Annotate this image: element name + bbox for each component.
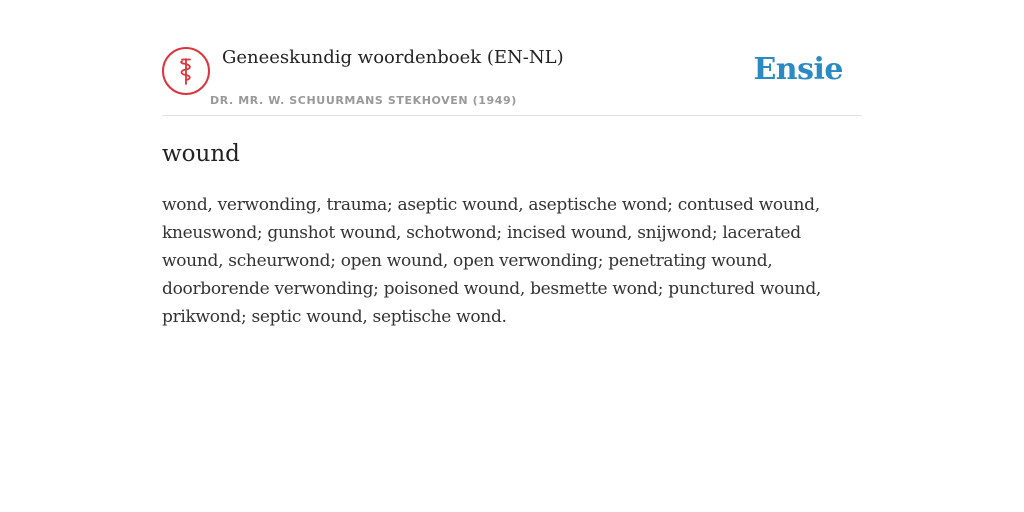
page-container [162, 0, 862, 327]
dictionary-header [162, 0, 862, 116]
caduceus-icon [164, 49, 208, 93]
ensie-brand-link[interactable]: Ensie [753, 52, 843, 87]
dictionary-title[interactable]: Geneeskundig woordenboek (EN-NL) [222, 47, 564, 68]
dictionary-author: DR. MR. W. SCHUURMANS STEKHOVEN (1949) [210, 94, 517, 107]
entry-headword: wound [162, 141, 240, 167]
dictionary-logo[interactable] [162, 47, 210, 95]
entry-definition: wond, verwonding, trauma; aseptic wound, aseptische wond; contused wound, kneuswond; gunshot wound, schotwond; incised wound, snijwond; lacerated wound, scheurwond; open wound, open verwonding; penetrating wound, doorborende verwonding; poisoned wound, besmette wond; punctured wound, prikwond; septic wound, septische wond. [162, 195, 822, 327]
